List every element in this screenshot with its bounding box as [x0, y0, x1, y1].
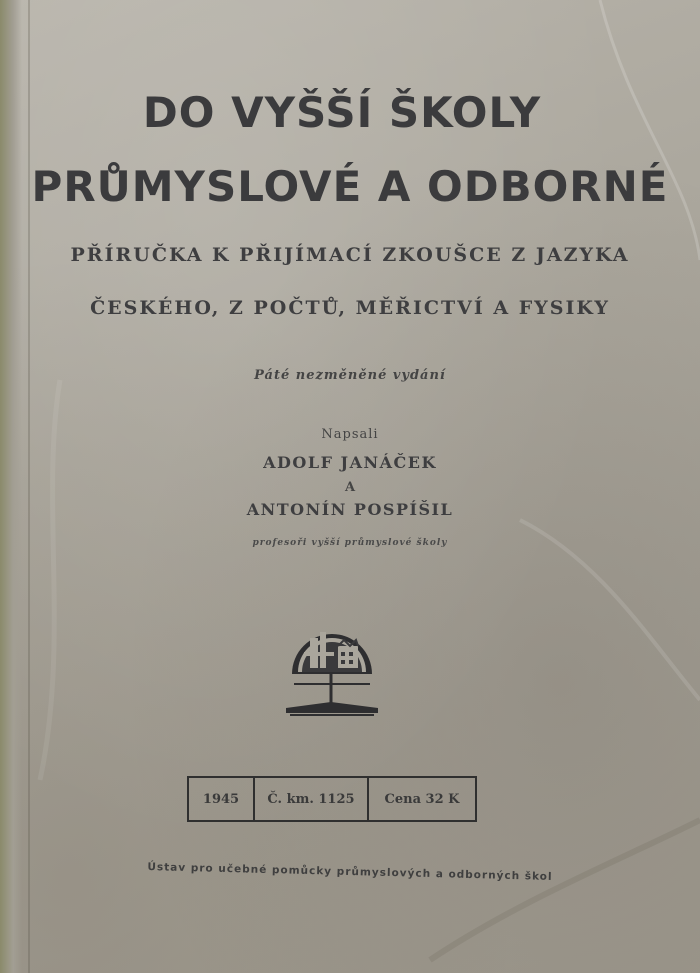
title-line-2: PRŮMYSLOVÉ A ODBORNÉ [31, 162, 669, 211]
edition-note: Páté nezměněné vydání [254, 368, 446, 383]
price: Cena 32 K [367, 778, 475, 820]
subtitle-line-2: ČESKÉHO, Z POČTŮ, MĚŘICTVÍ A FYSIKY [90, 297, 610, 319]
subtitle-line-1: PŘÍRUČKA K PŘIJÍMACÍ ZKOUŠCE Z JAZYKA [70, 244, 630, 266]
title-line-1: DO VYŠŠÍ ŠKOLY [142, 88, 542, 137]
wrote-label: Napsali [321, 427, 379, 442]
publication-year: 1945 [202, 791, 240, 807]
author-conjunction: A [344, 480, 356, 495]
author-1: ADOLF JANÁČEK [263, 453, 437, 472]
publisher-name: Ústav pro učebné pomůcky průmyslových a odborných škol [147, 861, 553, 883]
author-2: ANTONÍN POSPÍŠIL [246, 500, 454, 519]
publication-info-box [187, 776, 477, 822]
factory-emblem-icon [280, 612, 384, 720]
author-role: profesoři vyšší průmyslové školy [252, 538, 448, 548]
catalog-number: Č. km. 1125 [253, 778, 367, 820]
